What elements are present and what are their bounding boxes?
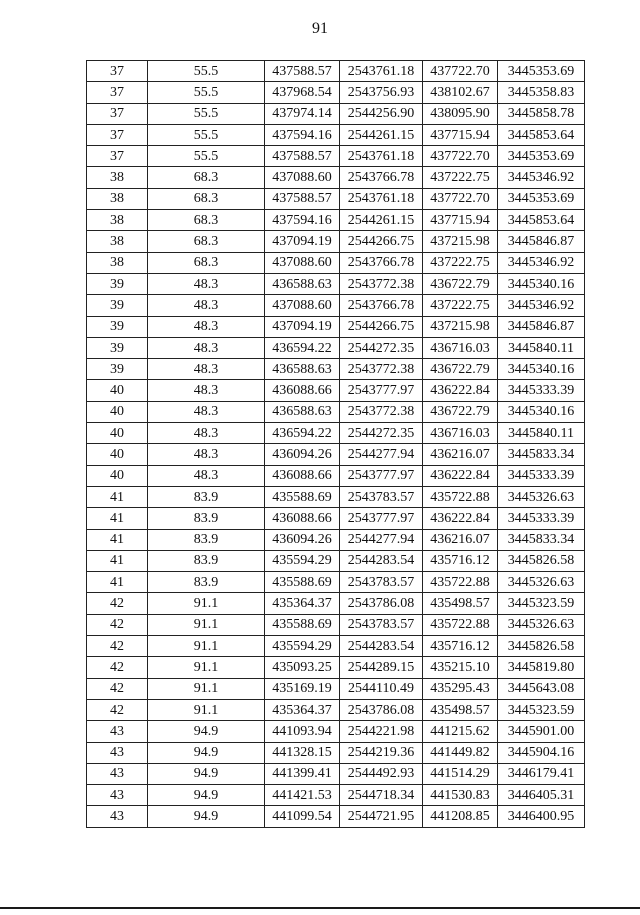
table-cell: 437088.60: [265, 295, 340, 316]
table-cell: 3445333.39: [498, 508, 585, 529]
table-cell: 91.1: [148, 657, 265, 678]
table-cell: 3445853.64: [498, 210, 585, 231]
table-cell: 40: [87, 401, 148, 422]
table-cell: 2543761.18: [340, 61, 423, 82]
table-row: [87, 785, 585, 806]
table-cell: 436722.79: [423, 401, 498, 422]
table-cell: 437215.98: [423, 316, 498, 337]
table-cell: 3445340.16: [498, 273, 585, 294]
table-cell: 55.5: [148, 61, 265, 82]
table-cell: 438095.90: [423, 103, 498, 124]
table-cell: 48.3: [148, 380, 265, 401]
table-cell: 441328.15: [265, 742, 340, 763]
table-row: [87, 210, 585, 231]
table-cell: 435588.69: [265, 572, 340, 593]
table-cell: 40: [87, 380, 148, 401]
table-cell: 41: [87, 508, 148, 529]
table-cell: 3445323.59: [498, 593, 585, 614]
table-cell: 435215.10: [423, 657, 498, 678]
table-cell: 2543777.97: [340, 380, 423, 401]
table-cell: 2544219.36: [340, 742, 423, 763]
table-cell: 42: [87, 636, 148, 657]
table-cell: 37: [87, 61, 148, 82]
table-row: [87, 380, 585, 401]
table-cell: 436088.66: [265, 465, 340, 486]
table-cell: 38: [87, 231, 148, 252]
table-cell: 41: [87, 550, 148, 571]
table-cell: 436594.22: [265, 337, 340, 358]
table-cell: 55.5: [148, 146, 265, 167]
table-cell: 91.1: [148, 636, 265, 657]
table-cell: 91.1: [148, 678, 265, 699]
table-cell: 3445840.11: [498, 337, 585, 358]
table-row: [87, 359, 585, 380]
table-cell: 441449.82: [423, 742, 498, 763]
table-row: [87, 423, 585, 444]
table-cell: 437094.19: [265, 231, 340, 252]
table-cell: 3445643.08: [498, 678, 585, 699]
table-cell: 48.3: [148, 401, 265, 422]
table-cell: 37: [87, 124, 148, 145]
table-cell: 94.9: [148, 721, 265, 742]
table-cell: 441099.54: [265, 806, 340, 827]
table-row: [87, 699, 585, 720]
table-cell: 2543761.18: [340, 188, 423, 209]
table-cell: 83.9: [148, 486, 265, 507]
table-cell: 435295.43: [423, 678, 498, 699]
table-cell: 3445846.87: [498, 316, 585, 337]
table-row: [87, 401, 585, 422]
table-cell: 3445340.16: [498, 401, 585, 422]
table-cell: 2543756.93: [340, 82, 423, 103]
table-cell: 3445326.63: [498, 614, 585, 635]
table-row: [87, 678, 585, 699]
table-cell: 2544492.93: [340, 763, 423, 784]
table-cell: 2543772.38: [340, 359, 423, 380]
table-cell: 2543786.08: [340, 699, 423, 720]
table-cell: 43: [87, 785, 148, 806]
table-cell: 436716.03: [423, 423, 498, 444]
table-cell: 2544721.95: [340, 806, 423, 827]
table-cell: 37: [87, 146, 148, 167]
table-cell: 2543766.78: [340, 295, 423, 316]
table-row: [87, 188, 585, 209]
table-cell: 2543766.78: [340, 167, 423, 188]
table-cell: 83.9: [148, 508, 265, 529]
table-cell: 436588.63: [265, 359, 340, 380]
table-cell: 3445904.16: [498, 742, 585, 763]
table-cell: 437588.57: [265, 61, 340, 82]
table-cell: 3445346.92: [498, 252, 585, 273]
table-cell: 91.1: [148, 593, 265, 614]
table-cell: 2543772.38: [340, 273, 423, 294]
table-cell: 68.3: [148, 167, 265, 188]
table-cell: 435594.29: [265, 636, 340, 657]
table-cell: 3445353.69: [498, 146, 585, 167]
table-cell: 3445853.64: [498, 124, 585, 145]
table-cell: 3445353.69: [498, 188, 585, 209]
table-cell: 94.9: [148, 785, 265, 806]
table-cell: 435498.57: [423, 593, 498, 614]
table-cell: 2543783.57: [340, 614, 423, 635]
table-cell: 94.9: [148, 806, 265, 827]
table-row: [87, 572, 585, 593]
table-cell: 436094.26: [265, 529, 340, 550]
table-cell: 437215.98: [423, 231, 498, 252]
table-cell: 3445346.92: [498, 167, 585, 188]
table-row: [87, 508, 585, 529]
table-cell: 436088.66: [265, 508, 340, 529]
table-row: [87, 316, 585, 337]
table-cell: 437968.54: [265, 82, 340, 103]
table-cell: 436716.03: [423, 337, 498, 358]
table-cell: 39: [87, 273, 148, 294]
table-cell: 2543766.78: [340, 252, 423, 273]
table-cell: 40: [87, 444, 148, 465]
table-cell: 41: [87, 572, 148, 593]
table-cell: 437974.14: [265, 103, 340, 124]
table-cell: 436588.63: [265, 273, 340, 294]
table-cell: 435169.19: [265, 678, 340, 699]
table-cell: 436722.79: [423, 359, 498, 380]
table-cell: 437594.16: [265, 210, 340, 231]
table-cell: 2544261.15: [340, 210, 423, 231]
table-cell: 436594.22: [265, 423, 340, 444]
table-cell: 3445326.63: [498, 572, 585, 593]
table-cell: 68.3: [148, 188, 265, 209]
table-cell: 437088.60: [265, 252, 340, 273]
table-cell: 48.3: [148, 295, 265, 316]
table-row: [87, 465, 585, 486]
table-cell: 435093.25: [265, 657, 340, 678]
table-cell: 48.3: [148, 316, 265, 337]
table-cell: 83.9: [148, 572, 265, 593]
table-cell: 2544277.94: [340, 444, 423, 465]
table-row: [87, 636, 585, 657]
table-cell: 91.1: [148, 614, 265, 635]
page-number: 91: [312, 20, 328, 37]
table-cell: 2543772.38: [340, 401, 423, 422]
table-cell: 37: [87, 82, 148, 103]
table-cell: 83.9: [148, 529, 265, 550]
table-row: [87, 231, 585, 252]
table-cell: 437222.75: [423, 252, 498, 273]
table-row: [87, 444, 585, 465]
table-cell: 2544272.35: [340, 337, 423, 358]
table-cell: 3445901.00: [498, 721, 585, 742]
table-cell: 436088.66: [265, 380, 340, 401]
table-row: [87, 550, 585, 571]
table-cell: 3445353.69: [498, 61, 585, 82]
table-cell: 48.3: [148, 465, 265, 486]
table-cell: 436216.07: [423, 444, 498, 465]
table-cell: 3445833.34: [498, 444, 585, 465]
table-cell: 43: [87, 806, 148, 827]
table-cell: 441093.94: [265, 721, 340, 742]
table-cell: 435722.88: [423, 614, 498, 635]
table-cell: 43: [87, 742, 148, 763]
table-cell: 3445826.58: [498, 636, 585, 657]
table-row: [87, 273, 585, 294]
table-cell: 436222.84: [423, 465, 498, 486]
table-cell: 3445346.92: [498, 295, 585, 316]
table-cell: 3445840.11: [498, 423, 585, 444]
table-cell: 43: [87, 763, 148, 784]
table-cell: 3445826.58: [498, 550, 585, 571]
table-cell: 438102.67: [423, 82, 498, 103]
table-row: [87, 167, 585, 188]
table-cell: 2544277.94: [340, 529, 423, 550]
table-cell: 48.3: [148, 273, 265, 294]
table-cell: 55.5: [148, 82, 265, 103]
table-cell: 94.9: [148, 763, 265, 784]
table-row: [87, 124, 585, 145]
table-row: [87, 82, 585, 103]
table-cell: 94.9: [148, 742, 265, 763]
table-cell: 38: [87, 210, 148, 231]
table-cell: 48.3: [148, 359, 265, 380]
table-cell: 2543786.08: [340, 593, 423, 614]
table-cell: 2544110.49: [340, 678, 423, 699]
table-cell: 435594.29: [265, 550, 340, 571]
table-cell: 435722.88: [423, 486, 498, 507]
table-cell: 2544289.15: [340, 657, 423, 678]
table-cell: 41: [87, 529, 148, 550]
table-cell: 3445858.78: [498, 103, 585, 124]
table-cell: 437222.75: [423, 167, 498, 188]
table-cell: 441421.53: [265, 785, 340, 806]
table-row: [87, 657, 585, 678]
table-cell: 42: [87, 593, 148, 614]
table-cell: 3446405.31: [498, 785, 585, 806]
table-cell: 2544283.54: [340, 636, 423, 657]
table-cell: 441514.29: [423, 763, 498, 784]
table-row: [87, 61, 585, 82]
table-cell: 441215.62: [423, 721, 498, 742]
table-cell: 2543783.57: [340, 572, 423, 593]
table-cell: 437722.70: [423, 188, 498, 209]
table-cell: 436222.84: [423, 380, 498, 401]
table-cell: 39: [87, 316, 148, 337]
table-cell: 83.9: [148, 550, 265, 571]
table-cell: 2544272.35: [340, 423, 423, 444]
table-row: [87, 614, 585, 635]
table-cell: 48.3: [148, 423, 265, 444]
table-cell: 2544266.75: [340, 316, 423, 337]
table-cell: 68.3: [148, 210, 265, 231]
table-cell: 436094.26: [265, 444, 340, 465]
table-cell: 2544256.90: [340, 103, 423, 124]
table-row: [87, 806, 585, 827]
table-cell: 38: [87, 252, 148, 273]
table-cell: 42: [87, 678, 148, 699]
table-cell: 39: [87, 359, 148, 380]
table-cell: 435364.37: [265, 699, 340, 720]
table-cell: 435588.69: [265, 614, 340, 635]
table-cell: 436222.84: [423, 508, 498, 529]
table-cell: 437222.75: [423, 295, 498, 316]
table-cell: 437088.60: [265, 167, 340, 188]
table-cell: 2544283.54: [340, 550, 423, 571]
table-cell: 55.5: [148, 124, 265, 145]
table-cell: 2543777.97: [340, 508, 423, 529]
table-cell: 38: [87, 188, 148, 209]
table-cell: 437594.16: [265, 124, 340, 145]
table-cell: 2544718.34: [340, 785, 423, 806]
table-cell: 37: [87, 103, 148, 124]
table-cell: 3445358.83: [498, 82, 585, 103]
table-cell: 2543761.18: [340, 146, 423, 167]
table-cell: 48.3: [148, 337, 265, 358]
table-cell: 3445323.59: [498, 699, 585, 720]
table-cell: 40: [87, 465, 148, 486]
table-cell: 2543777.97: [340, 465, 423, 486]
table-cell: 436722.79: [423, 273, 498, 294]
table-cell: 42: [87, 657, 148, 678]
table-cell: 436216.07: [423, 529, 498, 550]
table-cell: 3445326.63: [498, 486, 585, 507]
table-row: [87, 295, 585, 316]
table-row: [87, 486, 585, 507]
table-cell: 441208.85: [423, 806, 498, 827]
table-cell: 42: [87, 614, 148, 635]
table-row: [87, 252, 585, 273]
table-cell: 3445333.39: [498, 465, 585, 486]
coordinates-table-container: [86, 60, 585, 828]
table-cell: 437094.19: [265, 316, 340, 337]
table-cell: 435722.88: [423, 572, 498, 593]
table-row: [87, 721, 585, 742]
table-row: [87, 742, 585, 763]
table-row: [87, 337, 585, 358]
table-cell: 3446400.95: [498, 806, 585, 827]
table-cell: 441399.41: [265, 763, 340, 784]
table-cell: 43: [87, 721, 148, 742]
table-cell: 435716.12: [423, 550, 498, 571]
table-cell: 2543783.57: [340, 486, 423, 507]
table-cell: 437715.94: [423, 124, 498, 145]
bottom-border-line: [0, 907, 640, 909]
table-cell: 91.1: [148, 699, 265, 720]
table-cell: 68.3: [148, 252, 265, 273]
table-cell: 3445819.80: [498, 657, 585, 678]
table-cell: 2544261.15: [340, 124, 423, 145]
table-cell: 436588.63: [265, 401, 340, 422]
table-cell: 40: [87, 423, 148, 444]
coordinates-table: [86, 60, 585, 828]
table-cell: 435588.69: [265, 486, 340, 507]
table-cell: 3446179.41: [498, 763, 585, 784]
table-cell: 3445333.39: [498, 380, 585, 401]
table-cell: 68.3: [148, 231, 265, 252]
table-row: [87, 103, 585, 124]
table-cell: 2544221.98: [340, 721, 423, 742]
table-row: [87, 529, 585, 550]
table-cell: 48.3: [148, 444, 265, 465]
table-cell: 39: [87, 337, 148, 358]
table-cell: 39: [87, 295, 148, 316]
table-cell: 3445340.16: [498, 359, 585, 380]
table-cell: 437588.57: [265, 188, 340, 209]
table-cell: 435498.57: [423, 699, 498, 720]
table-cell: 2544266.75: [340, 231, 423, 252]
table-row: [87, 146, 585, 167]
table-cell: 42: [87, 699, 148, 720]
table-row: [87, 593, 585, 614]
table-cell: 435364.37: [265, 593, 340, 614]
table-row: [87, 763, 585, 784]
table-cell: 41: [87, 486, 148, 507]
table-cell: 441530.83: [423, 785, 498, 806]
table-cell: 437722.70: [423, 61, 498, 82]
table-cell: 435716.12: [423, 636, 498, 657]
table-cell: 437715.94: [423, 210, 498, 231]
table-cell: 3445846.87: [498, 231, 585, 252]
table-cell: 55.5: [148, 103, 265, 124]
table-cell: 38: [87, 167, 148, 188]
table-cell: 437722.70: [423, 146, 498, 167]
table-cell: 437588.57: [265, 146, 340, 167]
coordinates-table-body: [87, 61, 585, 828]
table-cell: 3445833.34: [498, 529, 585, 550]
